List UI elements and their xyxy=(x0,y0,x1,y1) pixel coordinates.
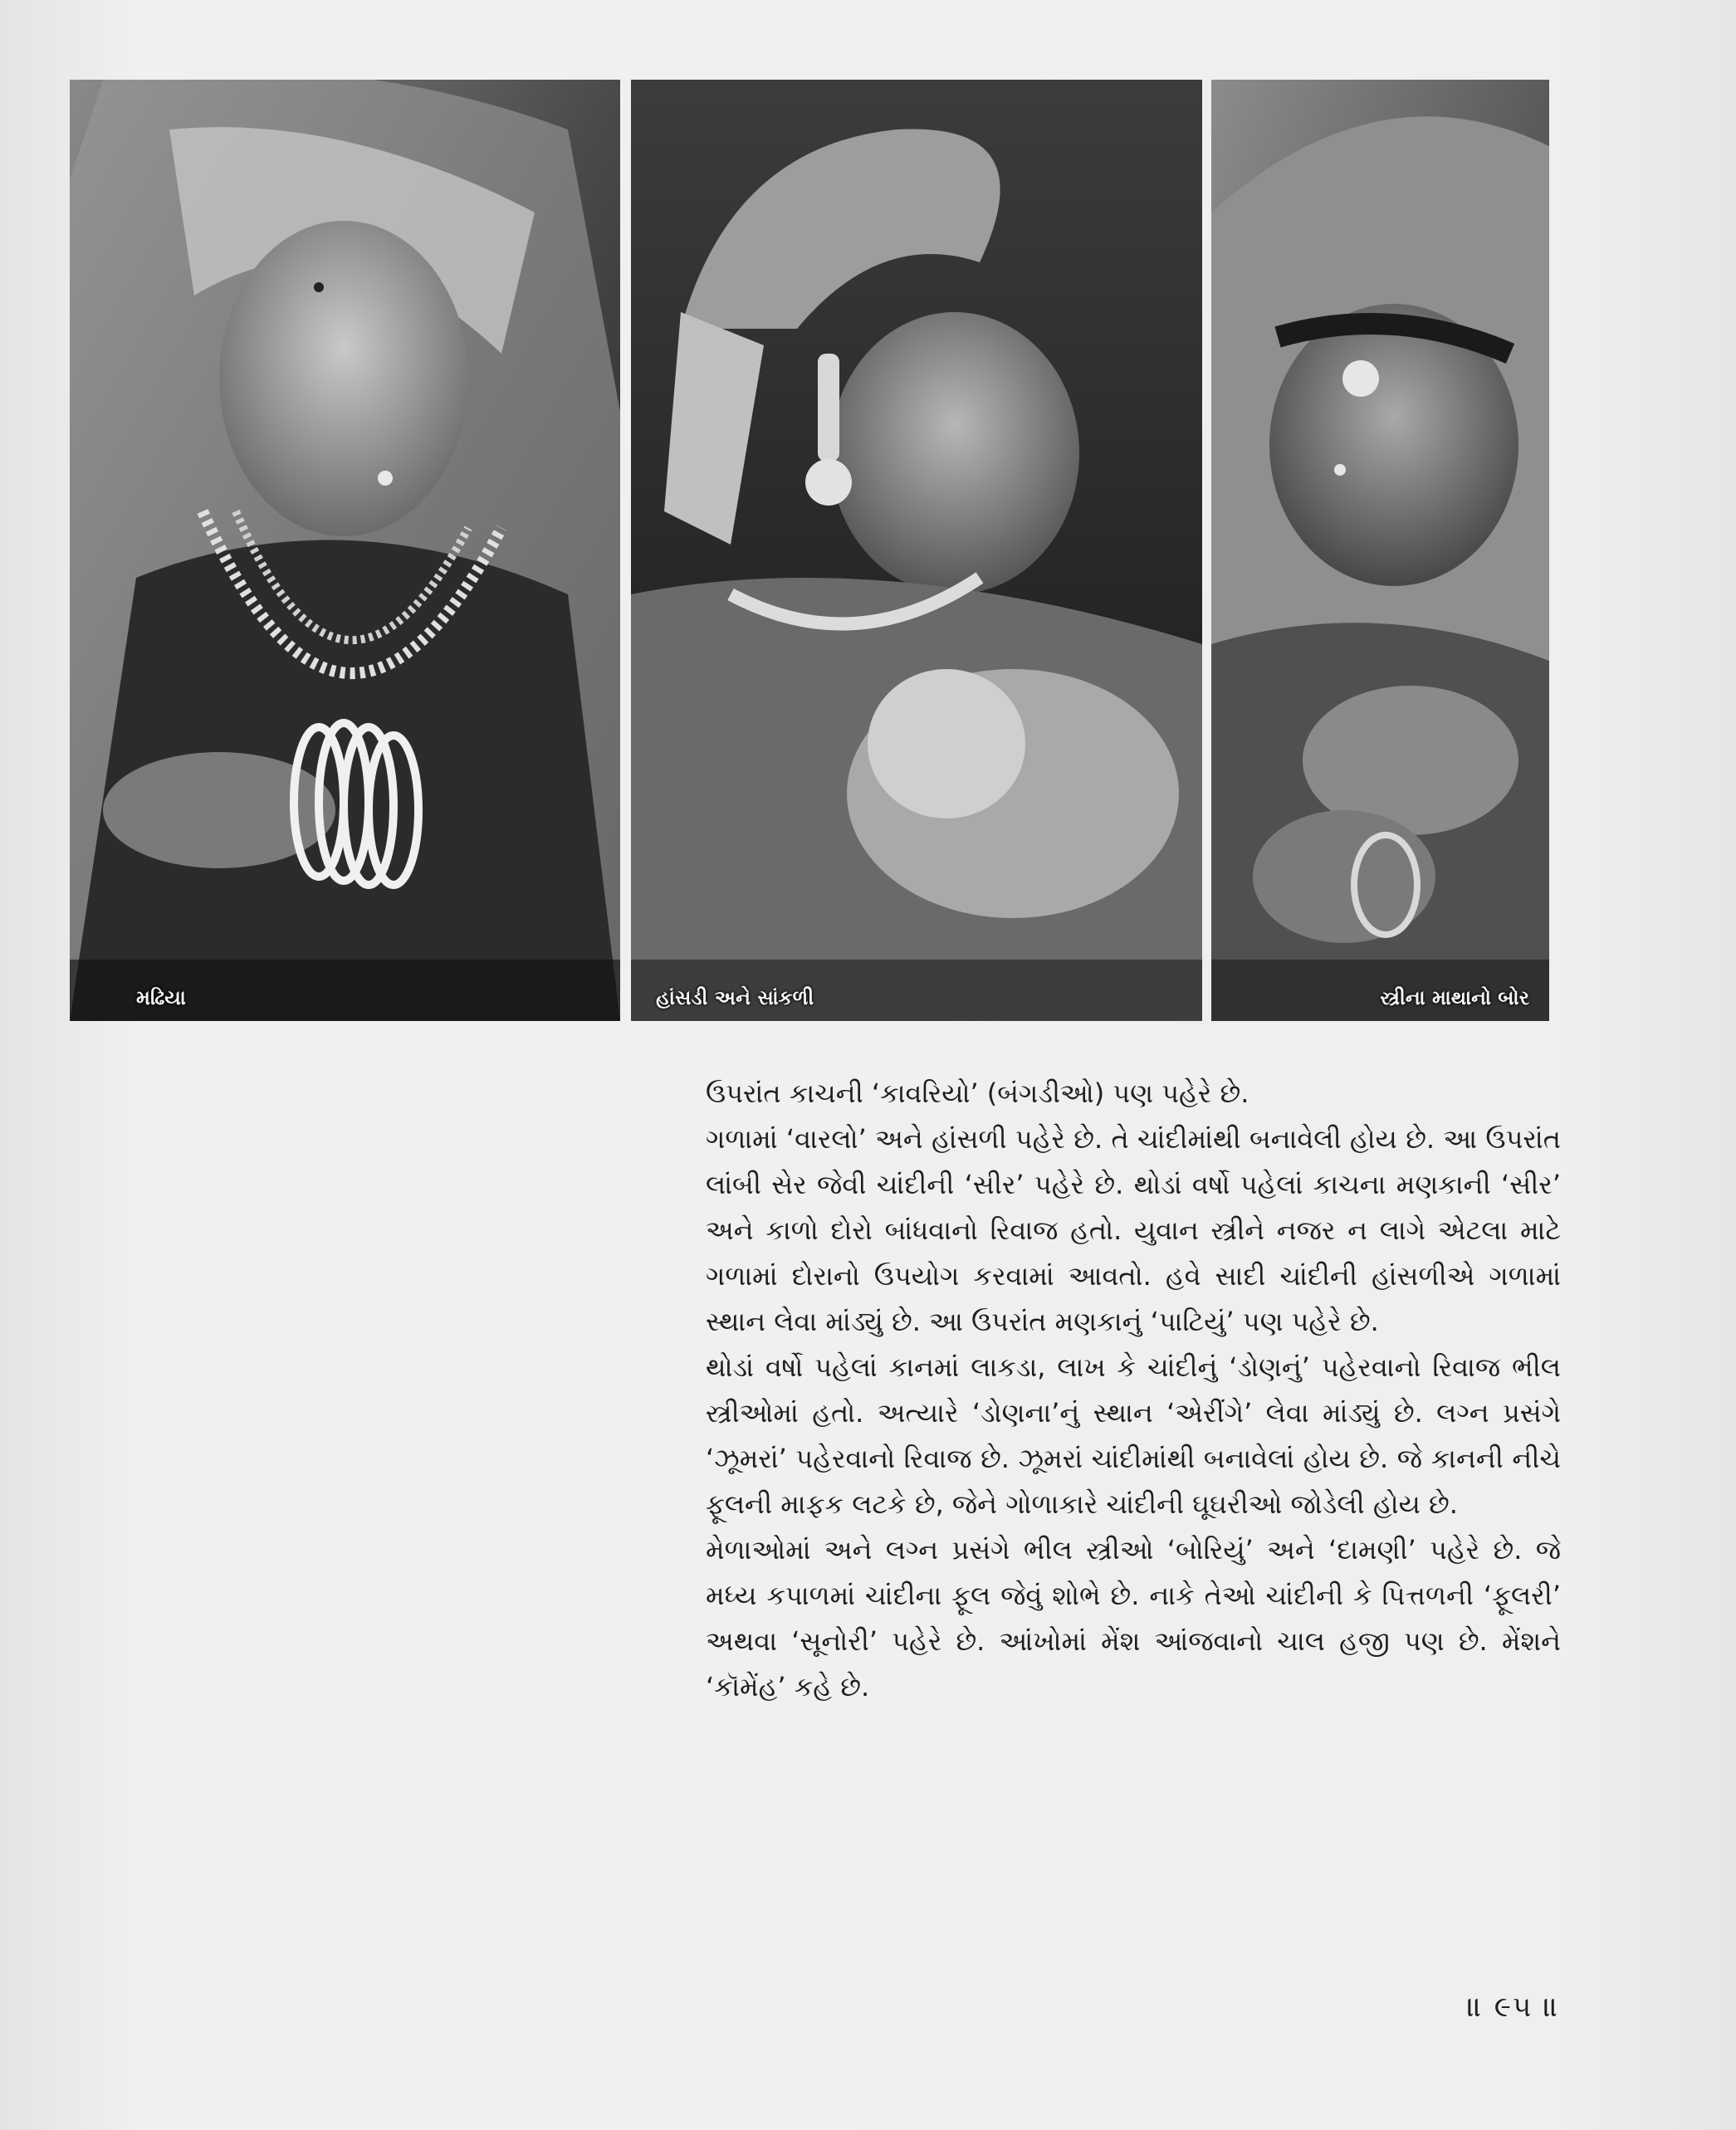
paragraph: ઉપરાંત કાચની ‘કાવરિયો’ (બંગડીઓ) પણ પહેરે છે. xyxy=(706,1077,1249,1109)
paragraph: ગળામાં ‘વારલો’ અને હાંસળી પહેરે છે. તે ચાંદીમાંથી બનાવેલી હોય છે. આ ઉપરાંત લાંબી સેર જેવી ચાંદીની ‘સીર’ પહેરે છે. થોડાં વર્ષો પહેલાં કાચના મણકાની ‘સીર’ અને કાળો દોરો બાંધવાનો રિવાજ હતો. યુવાન સ્ત્રીને નજર ન લાગે એટલા માટે ગળામાં દોરાનો ઉપયોગ કરવામાં આવતો. હવે સાદી ચાંદીની હાંસળીએ ગળામાં સ્થાન લેવા માંડ્યું છે. આ ઉપરાંત મણકાનું ‘પાટિયું’ પણ પહેરે છે. xyxy=(706,1123,1561,1337)
paragraph: થોડાં વર્ષો પહેલાં કાનમાં લાકડા, લાખ કે ચાંદીનું ‘ડોણનું’ પહેરવાનો રિવાજ ભીલ સ્ત્રીઓમાં હતો. અત્યારે ‘ડોણના’નું સ્થાન ‘એરીંગે’ લેવા માંડ્યું છે. લગ્ન પ્રસંગે ‘ઝૂમરાં’ પહેરવાનો રિવાજ છે. ઝૂમરાં ચાંદીમાંથી બનાવેલાં હોય છે. જે કાનની નીચે ફૂલની માફક લટકે છે, જેને ગોળાકારે ચાંદીની ઘૂઘરીઓ જોડેલી હોય છે. xyxy=(706,1351,1561,1520)
photo-woman-with-bangles xyxy=(70,80,620,1021)
photo-woman-forehead-ornament xyxy=(1211,80,1549,1021)
photo-caption: મઢિયા xyxy=(136,986,186,1009)
paragraph: મેળાઓમાં અને લગ્ન પ્રસંગે ભીલ સ્ત્રીઓ ‘બોરિયું’ અને ‘દામણી’ પહેરે છે. જે મધ્ય કપાળમાં ચાંદીના ફૂલ જેવું શોભે છે. નાકે તેઓ ચાંદીની કે પિત્તળની ‘ફૂલરી’ અથવા ‘સૂનોરી’ પહેરે છે. આંખોમાં મેંશ આંજવાનો ચાલ હજી પણ છે. મેંશને ‘કૉમેંહ’ કહે છે. xyxy=(706,1534,1561,1703)
mother-with-child-photo-icon xyxy=(631,80,1202,1021)
woman-forehead-ornament-photo-icon xyxy=(1211,80,1549,1021)
page-number: ॥ ૯૫ ॥ xyxy=(1467,1991,1560,2024)
article-body xyxy=(706,1071,1561,1710)
photo-caption: સ્ત્રીના માથાનો બોર xyxy=(1380,986,1529,1009)
woman-with-bangles-photo-icon xyxy=(70,80,620,1021)
photo-mother-with-child xyxy=(631,80,1202,1021)
photo-caption: હાંસડી અને સાંકળી xyxy=(656,986,814,1009)
